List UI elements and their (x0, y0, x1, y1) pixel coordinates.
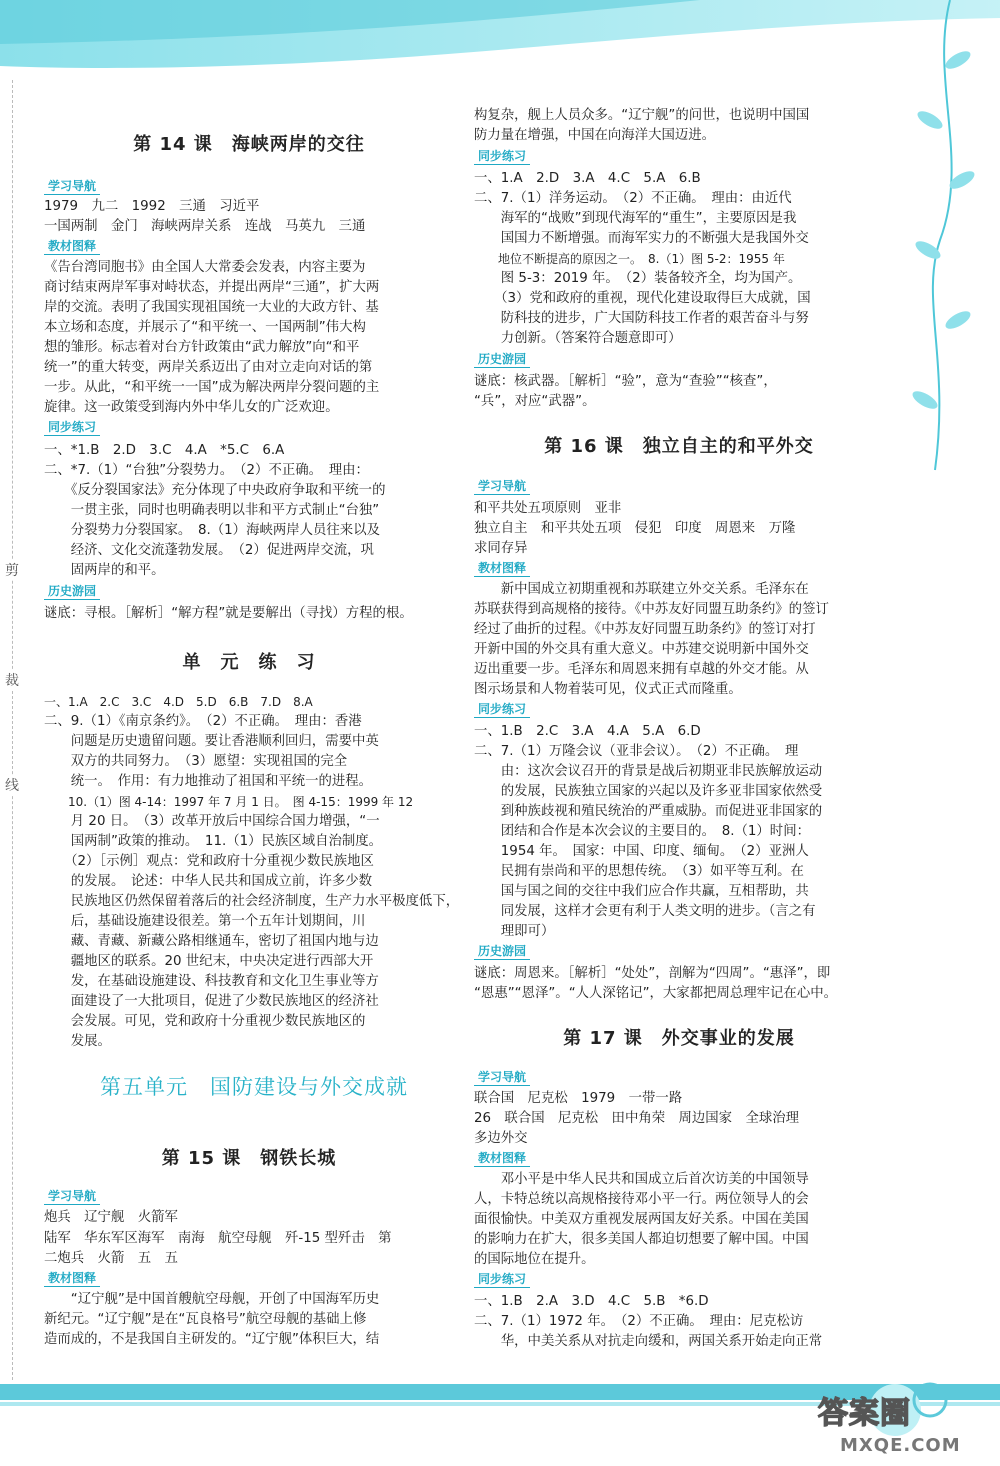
text-line: 的国际地位在提升。 (474, 1252, 595, 1267)
text-line: 统一。 作用：有力地推动了祖国和平统一的进程。 (44, 774, 373, 789)
text-line: 1954 年。 国家：中国、印度、缅甸。 （2）亚洲人 (474, 844, 809, 859)
cut-mark-3: 线 (5, 775, 19, 795)
text-line: 求同存异 (474, 541, 528, 556)
text-line: 联合国 尼克松 1979 一带一路 (474, 1091, 683, 1106)
text-line: 分裂势力分裂国家。 8.（1）海峡两岸人员往来以及 (44, 523, 380, 538)
text-line: 岸的交流。表明了我国实现祖国统一大业的大政方针、基 (44, 300, 379, 315)
text-line: 本立场和态度，并展示了“和平统一、一国两制”伟大构 (44, 320, 366, 335)
text-line: 国与国之间的交往中我们应合作共赢，互相帮助，共 (474, 884, 809, 899)
text-line: 民族地区仍然保留着落后的社会经济制度，生产力水平极度低下， (44, 894, 460, 909)
text-line: 同发展，这样才会更有利于人类文明的进步。（言之有 (474, 904, 816, 919)
text-line: 1979 九二 1992 三通 习近平 (44, 199, 260, 214)
text-line: 团结和合作是本次会议的主要目的。 8.（1）时间： (474, 824, 810, 839)
unit-title: 第五单元 国防建设与外交成就 (100, 1075, 408, 1099)
text-line: 人，卡特总统以高规格接待邓小平一行。两位领导人的会 (474, 1192, 809, 1207)
text-line: 图示场景和人物着装可见，仪式正式而隆重。 (474, 682, 742, 697)
lesson-title: 第 14 课 海峡两岸的交往 (133, 134, 365, 155)
text-line: 《反分裂国家法》充分体现了中央政府争取和平统一的 (44, 483, 386, 498)
text-line: 后，基础设施建设很差。第一个五年计划期间，川 (44, 914, 366, 929)
section-tag: 教材图释 (474, 1150, 530, 1167)
text-line: 一、1.B 2.A 3.D 4.C 5.B *6.D (474, 1294, 709, 1309)
text-line: 防力量在增强，中国在向海洋大国迈进。 (474, 128, 716, 143)
section-tag: 学习导航 (474, 1069, 530, 1086)
section-tag: 历史游园 (44, 583, 100, 600)
section-tag: 同步练习 (474, 148, 530, 165)
lesson-title: 第 16 课 独立自主的和平外交 (544, 436, 814, 457)
text-line: 邓小平是中华人民共和国成立后首次访美的中国领导 (474, 1172, 809, 1187)
text-line: 多边外交 (474, 1131, 528, 1146)
text-line: 迈出重要一步。毛泽东和周恩来拥有卓越的外交才能。从 (474, 662, 809, 677)
text-line: 的发展。 论述：中华人民共和国成立前，许多少数 (44, 874, 373, 889)
lesson-title: 第 17 课 外交事业的发展 (563, 1028, 795, 1049)
text-line: 谜底：核武器。［解析］“验”，意为“查验”“核查”， (474, 374, 777, 389)
text-line: 和平共处五项原则 亚非 (474, 501, 622, 516)
text-line: “恩惠”“恩泽”。“人人深铭记”，大家都把周总理牢记在心中。 (474, 986, 837, 1001)
cut-mark-1: 剪 (5, 560, 19, 580)
text-line: 国两制”政策的推动。 11.（1）民族区域自治制度。 (44, 834, 383, 849)
cut-line (12, 80, 13, 1380)
text-line: 陆军 华东军区海军 南海 航空母舰 歼-15 型歼击 第 (44, 1231, 392, 1246)
section-tag: 学习导航 (44, 1188, 100, 1205)
text-line: （3）党和政府的重视，现代化建设取得巨大成就，国 (474, 291, 811, 306)
text-line: 月 20 日。 （3）改革开放后中国综合国力增强，“一 (44, 814, 380, 829)
text-line: 理即可） (474, 924, 555, 939)
text-line: 构复杂，舰上人员众多。“辽宁舰”的问世，也说明中国国 (474, 108, 810, 123)
text-line: 谜底：周恩来。［解析］“处处”，剖解为“四周”。“惠泽”，即 (474, 966, 831, 981)
text-line: （2）［示例］观点：党和政府十分重视少数民族地区 (44, 854, 374, 869)
text-line: 独立自主 和平共处五项 侵犯 印度 周恩来 万隆 (474, 521, 796, 536)
top-decoration (0, 0, 1000, 110)
text-line: 二炮兵 火箭 五 五 (44, 1251, 178, 1266)
text-line: 旋律。这一政策受到海内外中华儿女的广泛欢迎。 (44, 400, 339, 415)
text-line: “兵”，对应“武器”。 (474, 394, 596, 409)
text-line: 26 联合国 尼克松 田中角荣 周边国家 全球治理 (474, 1111, 800, 1126)
text-line: 国国力不断增强。而海军实力的不断强大是我国外交 (474, 231, 809, 246)
text-line: 开新中国的外交具有重大意义。中苏建交说明新中国外交 (474, 642, 809, 657)
section-tag: 同步练习 (474, 1271, 530, 1288)
text-line: 二、9.（1）《南京条约》。 （2）不正确。 理由：香港 (44, 714, 362, 729)
text-line: 二、*7.（1）“台独”分裂势力。 （2）不正确。 理由： (44, 463, 369, 478)
text-line: 一、1.A 2.D 3.A 4.C 5.A 6.B (474, 171, 701, 186)
text-line: 10.（1）图 4-14：1997 年 7 月 1 日。 图 4-15：1999 年 12 (44, 795, 414, 809)
text-line: 地位不断提高的原因之一。 8.（1）图 5-2：1955 年 (474, 252, 785, 266)
lesson-title: 第 15 课 钢铁长城 (161, 1148, 337, 1169)
text-line: 造而成的，不是我国自主研发的。“辽宁舰”体积巨大，结 (44, 1332, 380, 1347)
text-line: 藏、青藏、新藏公路相继通车，密切了祖国内地与边 (44, 934, 379, 949)
text-line: 民拥有崇尚和平的思想传统。 （3）如平等互利。在 (474, 864, 804, 879)
text-line: 图 5-3：2019 年。 （2）装备较齐全，均为国产。 (474, 271, 802, 286)
text-line: 一、*1.B 2.D 3.C 4.A *5.C 6.A (44, 443, 285, 458)
text-line: 商讨结束两岸军事对峙状态，并提出两岸“三通”，扩大两 (44, 280, 380, 295)
text-line: 到种族歧视和殖民统治的严重威胁。而促进亚非国家的 (474, 804, 823, 819)
text-line: 会发展。可见，党和政府十分重视少数民族地区的 (44, 1014, 366, 1029)
text-line: 一国两制 金门 海峡两岸关系 连战 马英九 三通 (44, 219, 366, 234)
text-line: 固两岸的和平。 (44, 563, 165, 578)
text-line: 一步。从此，“和平统一一国”成为解决两岸分裂问题的主 (44, 380, 380, 395)
text-line: 防科技的进步，广大国防科技工作者的艰苦奋斗与努 (474, 311, 809, 326)
text-line: 经济、文化交流蓬勃发展。 （2）促进两岸交流，巩 (44, 543, 374, 558)
text-line: 疆地区的联系。20 世纪末，中央决定进行西部大开 (44, 954, 374, 969)
vine-decoration (880, 0, 1000, 480)
text-line: 二、7.（1）万隆会议（亚非会议）。 （2）不正确。 理 (474, 744, 799, 759)
text-line: 想的雏形。标志着对台方针政策由“武力解放”向“和平 (44, 340, 360, 355)
section-tag: 教材图释 (44, 238, 100, 255)
text-line: 面建设了一大批项目，促进了少数民族地区的经济社 (44, 994, 379, 1009)
text-line: 一、1.A 2.C 3.C 4.D 5.D 6.B 7.D 8.A (44, 695, 313, 709)
section-tag: 同步练习 (44, 419, 100, 436)
text-line: 二、7.（1）洋务运动。 （2）不正确。 理由：由近代 (474, 191, 792, 206)
text-line: 新纪元。“辽宁舰”是在“瓦良格号”航空母舰的基础上修 (44, 1312, 367, 1327)
section-tag: 历史游园 (474, 943, 530, 960)
text-line: 海军的“战败”到现代海军的“重生”，主要原因是我 (474, 211, 797, 226)
text-line: 由：这次会议召开的背景是战后初期亚非民族解放运动 (474, 764, 823, 779)
section-tag: 教材图释 (44, 1270, 100, 1287)
lesson-title: 单 元 练 习 (182, 652, 316, 673)
text-line: 问题是历史遗留问题。要让香港顺利回归，需要中英 (44, 734, 379, 749)
text-line: 面很愉快。中美双方重视发展两国友好关系。中国在美国 (474, 1212, 809, 1227)
cut-mark-2: 裁 (5, 670, 19, 690)
text-line: 的发展，民族独立国家的兴起以及许多亚非国家依然受 (474, 784, 823, 799)
text-line: 华，中美关系从对抗走向缓和，两国关系开始走向正常 (474, 1334, 823, 1349)
text-line: 力创新。（答案符合题意即可） (474, 331, 682, 346)
section-tag: 学习导航 (44, 178, 100, 195)
text-line: 一、1.B 2.C 3.A 4.A 5.A 6.D (474, 724, 701, 739)
text-line: “辽宁舰”是中国首艘航空母舰，开创了中国海军历史 (44, 1292, 380, 1307)
text-line: 统一”的重大转变，两岸关系迈出了由对立走向对话的第 (44, 360, 373, 375)
text-line: 一贯主张，同时也明确表明以非和平方式制止“台独” (44, 503, 380, 518)
text-line: 双方的共同努力。 （3）愿望：实现祖国的完全 (44, 754, 348, 769)
section-tag: 同步练习 (474, 701, 530, 718)
text-line: 的影响力在扩大，很多美国人都迫切想要了解中国。中国 (474, 1232, 809, 1247)
text-line: 二、7.（1）1972 年。 （2）不正确。 理由：尼克松访 (474, 1314, 804, 1329)
watermark-logo: 答案圈 (818, 1396, 911, 1431)
section-tag: 教材图释 (474, 560, 530, 577)
text-line: 发，在基础设施建设、科技教育和文化卫生事业等方 (44, 974, 379, 989)
section-tag: 历史游园 (474, 351, 530, 368)
text-line: 苏联获得到高规格的接待。《中苏友好同盟互助条约》的签订 (474, 602, 829, 617)
text-line: 新中国成立初期重视和苏联建立外交关系。毛泽东在 (474, 582, 809, 597)
text-line: 经过了曲折的过程。《中苏友好同盟互助条约》的签订对打 (474, 622, 816, 637)
section-tag: 学习导航 (474, 478, 530, 495)
watermark-url: MXQE.COM (840, 1435, 961, 1456)
text-line: 发展。 (44, 1034, 111, 1049)
text-line: 《告台湾同胞书》由全国人大常委会发表，内容主要为 (44, 260, 366, 275)
text-line: 炮兵 辽宁舰 火箭军 (44, 1210, 178, 1225)
text-line: 谜底：寻根。［解析］“解方程”就是要解出（寻找）方程的根。 (44, 606, 413, 621)
